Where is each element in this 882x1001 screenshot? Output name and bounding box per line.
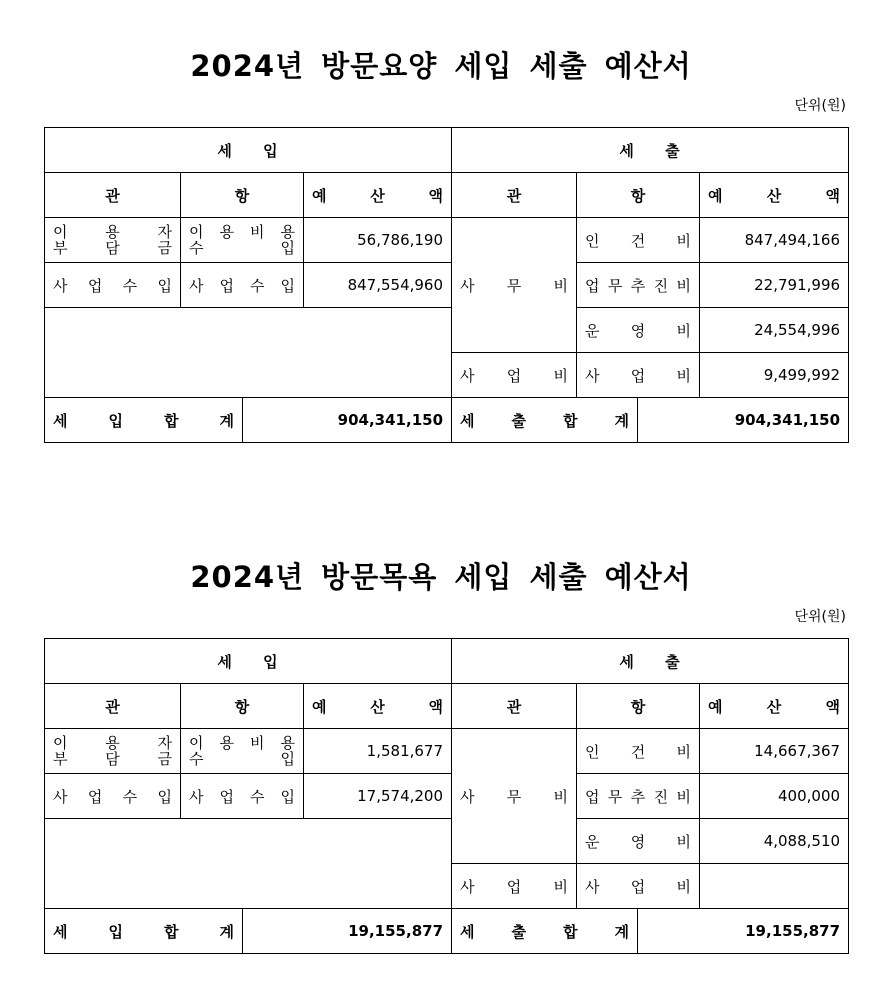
budget-table bbox=[44, 127, 849, 443]
col-hang: 항 bbox=[181, 173, 304, 218]
table-row bbox=[45, 819, 849, 864]
col-amount: 예 산 액 bbox=[304, 173, 452, 218]
table-row bbox=[45, 909, 849, 954]
expense-amount: 4,088,510 bbox=[700, 819, 849, 864]
income-header: 세 입 bbox=[45, 639, 452, 684]
income-hang: 사 업 수 입 bbox=[181, 263, 304, 308]
table-row bbox=[45, 128, 849, 173]
col-amount: 예 산 액 bbox=[700, 173, 849, 218]
expense-hang: 인 건 비 bbox=[577, 729, 700, 774]
col-gwan: 관 bbox=[452, 173, 577, 218]
col-hang: 항 bbox=[577, 684, 700, 729]
table-row bbox=[45, 729, 849, 774]
income-amount: 56,786,190 bbox=[304, 218, 452, 263]
page-title: 2024년 방문목욕 세입 세출 예산서 bbox=[190, 560, 692, 594]
income-total: 904,341,150 bbox=[243, 398, 452, 443]
table-row bbox=[45, 218, 849, 263]
col-hang: 항 bbox=[181, 684, 304, 729]
income-amount: 1,581,677 bbox=[304, 729, 452, 774]
expense-amount: 14,667,367 bbox=[700, 729, 849, 774]
income-total-label: 세 입 합 계 bbox=[45, 909, 243, 954]
expense-total-label: 세 출 합 계 bbox=[452, 909, 638, 954]
expense-amount: 22,791,996 bbox=[700, 263, 849, 308]
expense-total: 904,341,150 bbox=[638, 398, 849, 443]
table-row bbox=[45, 308, 849, 353]
income-gwan: 사 업 수 입 bbox=[45, 774, 181, 819]
table-row bbox=[45, 774, 849, 819]
expense-hang: 업 무 추 진 비 bbox=[577, 263, 700, 308]
expense-hang: 사 업 비 bbox=[577, 353, 700, 398]
table-row bbox=[45, 173, 849, 218]
expense-hang: 사 업 비 bbox=[577, 864, 700, 909]
table-row bbox=[45, 263, 849, 308]
income-hang: 이 용 비 용 수 입 bbox=[181, 218, 304, 263]
table-row bbox=[45, 398, 849, 443]
col-gwan: 관 bbox=[45, 173, 181, 218]
budget-table bbox=[44, 638, 849, 954]
col-gwan: 관 bbox=[45, 684, 181, 729]
empty-cell bbox=[45, 308, 452, 398]
empty-cell bbox=[45, 819, 452, 909]
expense-amount: 847,494,166 bbox=[700, 218, 849, 263]
expense-total-label: 세 출 합 계 bbox=[452, 398, 638, 443]
expense-amount: 400,000 bbox=[700, 774, 849, 819]
income-amount: 847,554,960 bbox=[304, 263, 452, 308]
col-hang: 항 bbox=[577, 173, 700, 218]
income-header: 세 입 bbox=[45, 128, 452, 173]
expense-gwan-business: 사 업 비 bbox=[452, 353, 577, 398]
expense-header: 세 출 bbox=[452, 639, 849, 684]
income-amount: 17,574,200 bbox=[304, 774, 452, 819]
table-row bbox=[45, 639, 849, 684]
unit-label: 단위(원) bbox=[794, 98, 846, 114]
expense-amount bbox=[700, 864, 849, 909]
expense-hang: 업 무 추 진 비 bbox=[577, 774, 700, 819]
page-title: 2024년 방문요양 세입 세출 예산서 bbox=[190, 49, 692, 83]
income-total-label: 세 입 합 계 bbox=[45, 398, 243, 443]
income-gwan: 이 용 자 부 담 금 bbox=[45, 729, 181, 774]
expense-hang: 인 건 비 bbox=[577, 218, 700, 263]
col-amount: 예 산 액 bbox=[304, 684, 452, 729]
col-amount: 예 산 액 bbox=[700, 684, 849, 729]
income-hang: 사 업 수 입 bbox=[181, 774, 304, 819]
income-hang: 이 용 비 용 수 입 bbox=[181, 729, 304, 774]
expense-gwan-office: 사 무 비 bbox=[452, 729, 577, 864]
table-row bbox=[45, 684, 849, 729]
income-gwan: 사 업 수 입 bbox=[45, 263, 181, 308]
col-gwan: 관 bbox=[452, 684, 577, 729]
expense-amount: 24,554,996 bbox=[700, 308, 849, 353]
expense-hang: 운 영 비 bbox=[577, 819, 700, 864]
expense-amount: 9,499,992 bbox=[700, 353, 849, 398]
expense-header: 세 출 bbox=[452, 128, 849, 173]
expense-total: 19,155,877 bbox=[638, 909, 849, 954]
income-gwan: 이 용 자 부 담 금 bbox=[45, 218, 181, 263]
unit-label: 단위(원) bbox=[794, 609, 846, 625]
income-total: 19,155,877 bbox=[243, 909, 452, 954]
expense-gwan-office: 사 무 비 bbox=[452, 218, 577, 353]
expense-gwan-business: 사 업 비 bbox=[452, 864, 577, 909]
expense-hang: 운 영 비 bbox=[577, 308, 700, 353]
